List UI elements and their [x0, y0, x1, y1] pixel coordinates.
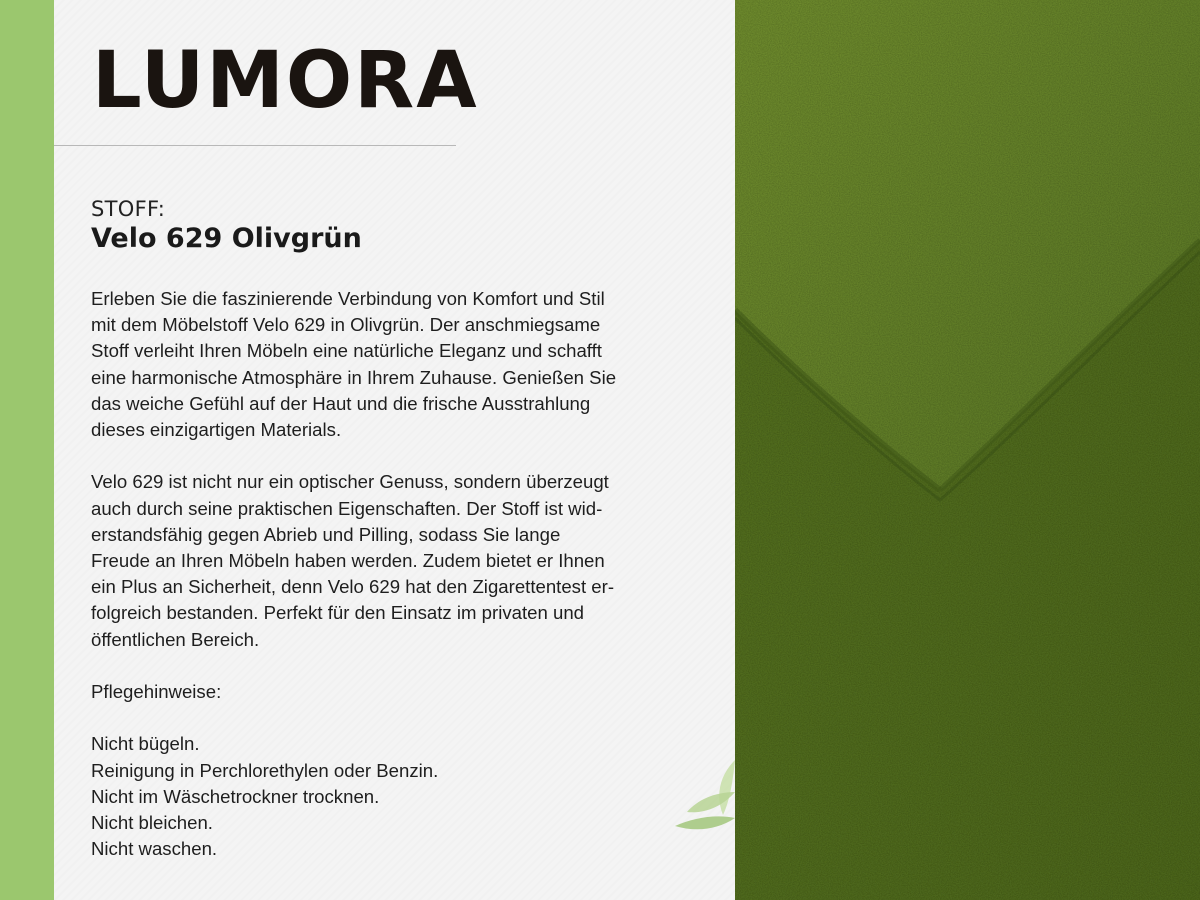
- care-item: Nicht bügeln.: [91, 733, 200, 755]
- fabric-swatch-image: [735, 0, 1200, 900]
- text-panel: [54, 0, 735, 900]
- care-item: Nicht im Wäschetrockner trocknen.: [91, 785, 380, 807]
- paragraph-spacer: [91, 443, 721, 469]
- care-item: Nicht waschen.: [91, 838, 218, 860]
- description-paragraph-1: Erleben Sie die faszinierende Verbindung von Komfort und Stil mit dem Möbelstoff Velo 629 in Olivgrün. Der anschmiegsame Stoff verleiht Ihren Möbeln eine natürliche Eleganz und schafft eine harmonische Atmosphäre in Ihrem Zuhause. Genießen Sie das weiche Gefühl auf der Haut und die frische Ausstrahlung dieses einzigartigen Materials.: [91, 288, 617, 441]
- care-heading: Pflegehinweise:: [91, 681, 222, 703]
- product-title: Velo 629 Olivgrün: [91, 223, 362, 254]
- brand-logo: LUMORA: [92, 36, 479, 126]
- green-leaf-icon: [675, 740, 735, 850]
- paragraph-spacer: [91, 705, 721, 731]
- care-item: Reinigung in Perchlorethylen oder Benzin.: [91, 759, 439, 781]
- fabric-label: STOFF:: [91, 197, 166, 221]
- description-paragraph-2: Velo 629 ist nicht nur ein optischer Genuss, sondern überzeugt auch durch seine praktischen Eigenschaften. Der Stoff ist wid- erstandsfähig gegen Abrieb und Pilling, sodass Sie lange Freude an Ihren Möbeln haben werden. Zudem bietet er Ihnen ein Plus an Sicherheit, denn Velo 629 hat den Zigarettentest er- folgreich bestanden. Perfekt für den Einsatz im privaten und öffentlichen Bereich.: [91, 471, 615, 650]
- paragraph-spacer: [91, 653, 721, 679]
- divider: [54, 145, 456, 146]
- product-description: [91, 286, 721, 862]
- care-list: [91, 731, 721, 862]
- accent-stripe: [0, 0, 54, 900]
- care-item: Nicht bleichen.: [91, 812, 213, 834]
